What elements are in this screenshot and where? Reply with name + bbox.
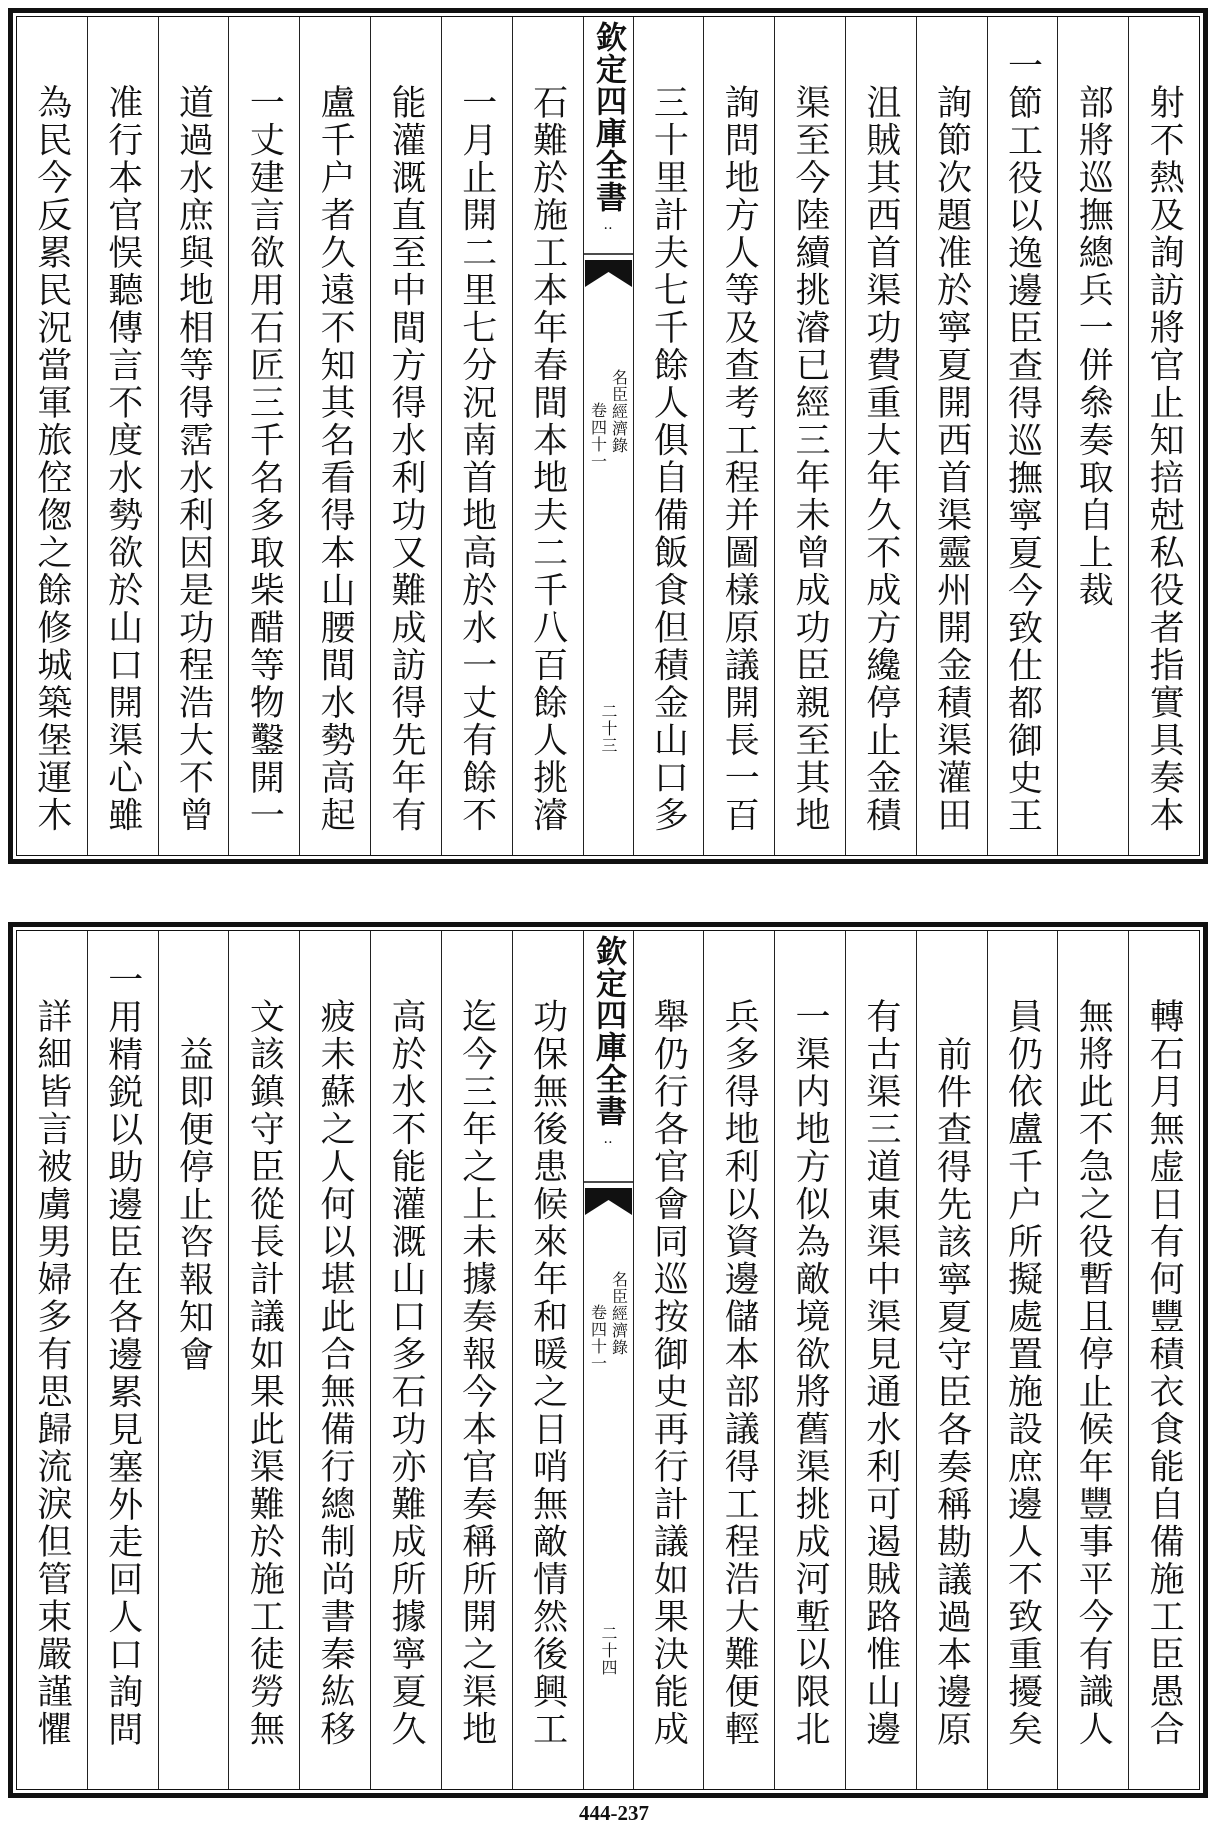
page-number: 二十四 [599, 1625, 618, 1676]
column-text: 一月止開二里七分況南首地高於水一丈有餘不 [456, 84, 497, 834]
text-column [774, 931, 845, 1789]
volume-label: 卷四十一 [588, 402, 608, 470]
ellipsis-mark: ‥ [600, 217, 616, 233]
text-column [441, 931, 512, 1789]
column-text: 無將此不急之役暫且停止候年豐事平今有識人 [1073, 998, 1114, 1748]
column-text: 疲未蘇之人何以堪此合無備行總制尚書秦紘移 [315, 998, 356, 1748]
page-panel-top [8, 8, 1208, 864]
text-column [1057, 931, 1128, 1789]
text-column [916, 931, 987, 1789]
text-column [633, 17, 704, 855]
column-text: 迄今三年之上未據奏報今本官奏稱所開之渠地 [456, 998, 497, 1748]
column-text: 射不熱及詢訪將官止知掊尅私役者指實具奏本 [1144, 84, 1185, 834]
text-column [703, 931, 774, 1789]
book-title: 欽定四庫全書 [590, 935, 626, 1127]
text-column [845, 931, 916, 1789]
column-text: 詢節次題准於寧夏開西首渠靈州開金積渠灌田 [931, 84, 972, 834]
column-text: 能灌溉直至中間方得水利功又難成訪得先年有 [385, 84, 426, 834]
center-fold-strip [583, 17, 633, 855]
text-column [1128, 17, 1199, 855]
column-text: 詢問地方人等及查考工程并圖樣原議開長一百 [719, 84, 760, 834]
text-column [370, 17, 441, 855]
fishtail-shape [584, 1188, 631, 1215]
text-column [703, 17, 774, 855]
column-text: 道過水庶與地相等得霑水利因是功程浩大不曾 [173, 84, 214, 834]
column-text: 轉石月無虚日有何豐積衣食能自備施工臣愚合 [1144, 998, 1185, 1748]
book-name: 名臣經濟錄 [609, 1271, 629, 1356]
column-text: 前件查得先該寧夏守臣各奏稱勘議過本邊原 [931, 1036, 972, 1749]
column-text: 石難於施工本年春間本地夫二千八百餘人挑濬 [527, 84, 568, 834]
text-column [299, 931, 370, 1789]
text-column [158, 931, 229, 1789]
fishtail-shape [584, 260, 631, 287]
text-column [512, 931, 583, 1789]
column-text: 部將巡撫總兵一併叅奏取自上裁 [1073, 84, 1114, 609]
footer-page-code: 444-237 [579, 1801, 649, 1825]
column-text: 一用精鋭以助邊臣在各邊累見塞外走回人口詢問 [102, 961, 143, 1749]
fishtail-ornament [584, 1179, 633, 1221]
text-column [845, 17, 916, 855]
column-text: 員仍依盧千户所擬處置施設庶邊人不致重擾矣 [1002, 998, 1043, 1748]
ellipsis-mark: ‥ [600, 1131, 616, 1147]
column-text: 為民今反累民況當軍旅倥偬之餘修城築堡運木 [31, 84, 72, 834]
column-text: 三十里計夫七千餘人俱自備飯食但積金山口多 [648, 84, 689, 834]
column-text: 一渠内地方似為敵境欲將舊渠挑成河塹以限北 [790, 998, 831, 1748]
text-column [228, 17, 299, 855]
book-name: 名臣經濟錄 [609, 369, 629, 454]
text-column [17, 931, 87, 1789]
text-column [1057, 17, 1128, 855]
text-column [633, 931, 704, 1789]
text-column [370, 931, 441, 1789]
text-column [158, 17, 229, 855]
text-column [87, 17, 158, 855]
column-text: 一丈建言欲用石匠三千名多取柴醋等物鑿開一 [244, 84, 285, 834]
column-text: 高於水不能灌溉山口多石功亦難成所據寧夏久 [385, 998, 426, 1748]
column-text: 文該鎮守臣從長計議如果此渠難於施工徒勞無 [244, 998, 285, 1748]
text-column [441, 17, 512, 855]
column-text: 沮賊其西首渠功費重大年久不成方纔停止金積 [860, 84, 901, 834]
text-column [916, 17, 987, 855]
page-number: 二十三 [599, 703, 618, 754]
page-frame [16, 16, 1200, 856]
column-text: 舉仍行各官會同巡按御史再行計議如果決能成 [648, 998, 689, 1748]
page-frame [16, 930, 1200, 1790]
column-text: 准行本官悮聽傳言不度水勢欲於山口開渠心雖 [102, 84, 143, 834]
text-column [987, 17, 1058, 855]
column-text: 功保無後患候來年和暖之日哨無敵情然後興工 [527, 998, 568, 1748]
fishtail-ornament [584, 251, 633, 293]
column-text: 有古渠三道東渠中渠見通水利可遏賊路惟山邊 [860, 998, 901, 1748]
page-panel-bottom [8, 922, 1208, 1798]
center-fold-strip [583, 931, 633, 1789]
text-column [1128, 931, 1199, 1789]
text-column [299, 17, 370, 855]
column-text: 盧千户者久遠不知其名看得本山腰間水勢高起 [315, 84, 356, 834]
book-title: 欽定四庫全書 [590, 21, 626, 213]
text-column [228, 931, 299, 1789]
text-column [774, 17, 845, 855]
column-text: 渠至今陸續挑濬已經三年未曾成功臣親至其地 [790, 84, 831, 834]
text-column [512, 17, 583, 855]
column-text: 一節工役以逸邊臣查得巡撫寧夏今致仕都御史王 [1002, 47, 1043, 835]
column-text: 詳細皆言被虜男婦多有思歸流淚但管束嚴謹懼 [31, 998, 72, 1748]
column-text: 益即便停止咨報知會 [173, 1036, 214, 1374]
column-text: 兵多得地利以資邊儲本部議得工程浩大難便輕 [719, 998, 760, 1748]
text-column [17, 17, 87, 855]
text-column [987, 931, 1058, 1789]
text-column [87, 931, 158, 1789]
volume-label: 卷四十一 [588, 1304, 608, 1372]
